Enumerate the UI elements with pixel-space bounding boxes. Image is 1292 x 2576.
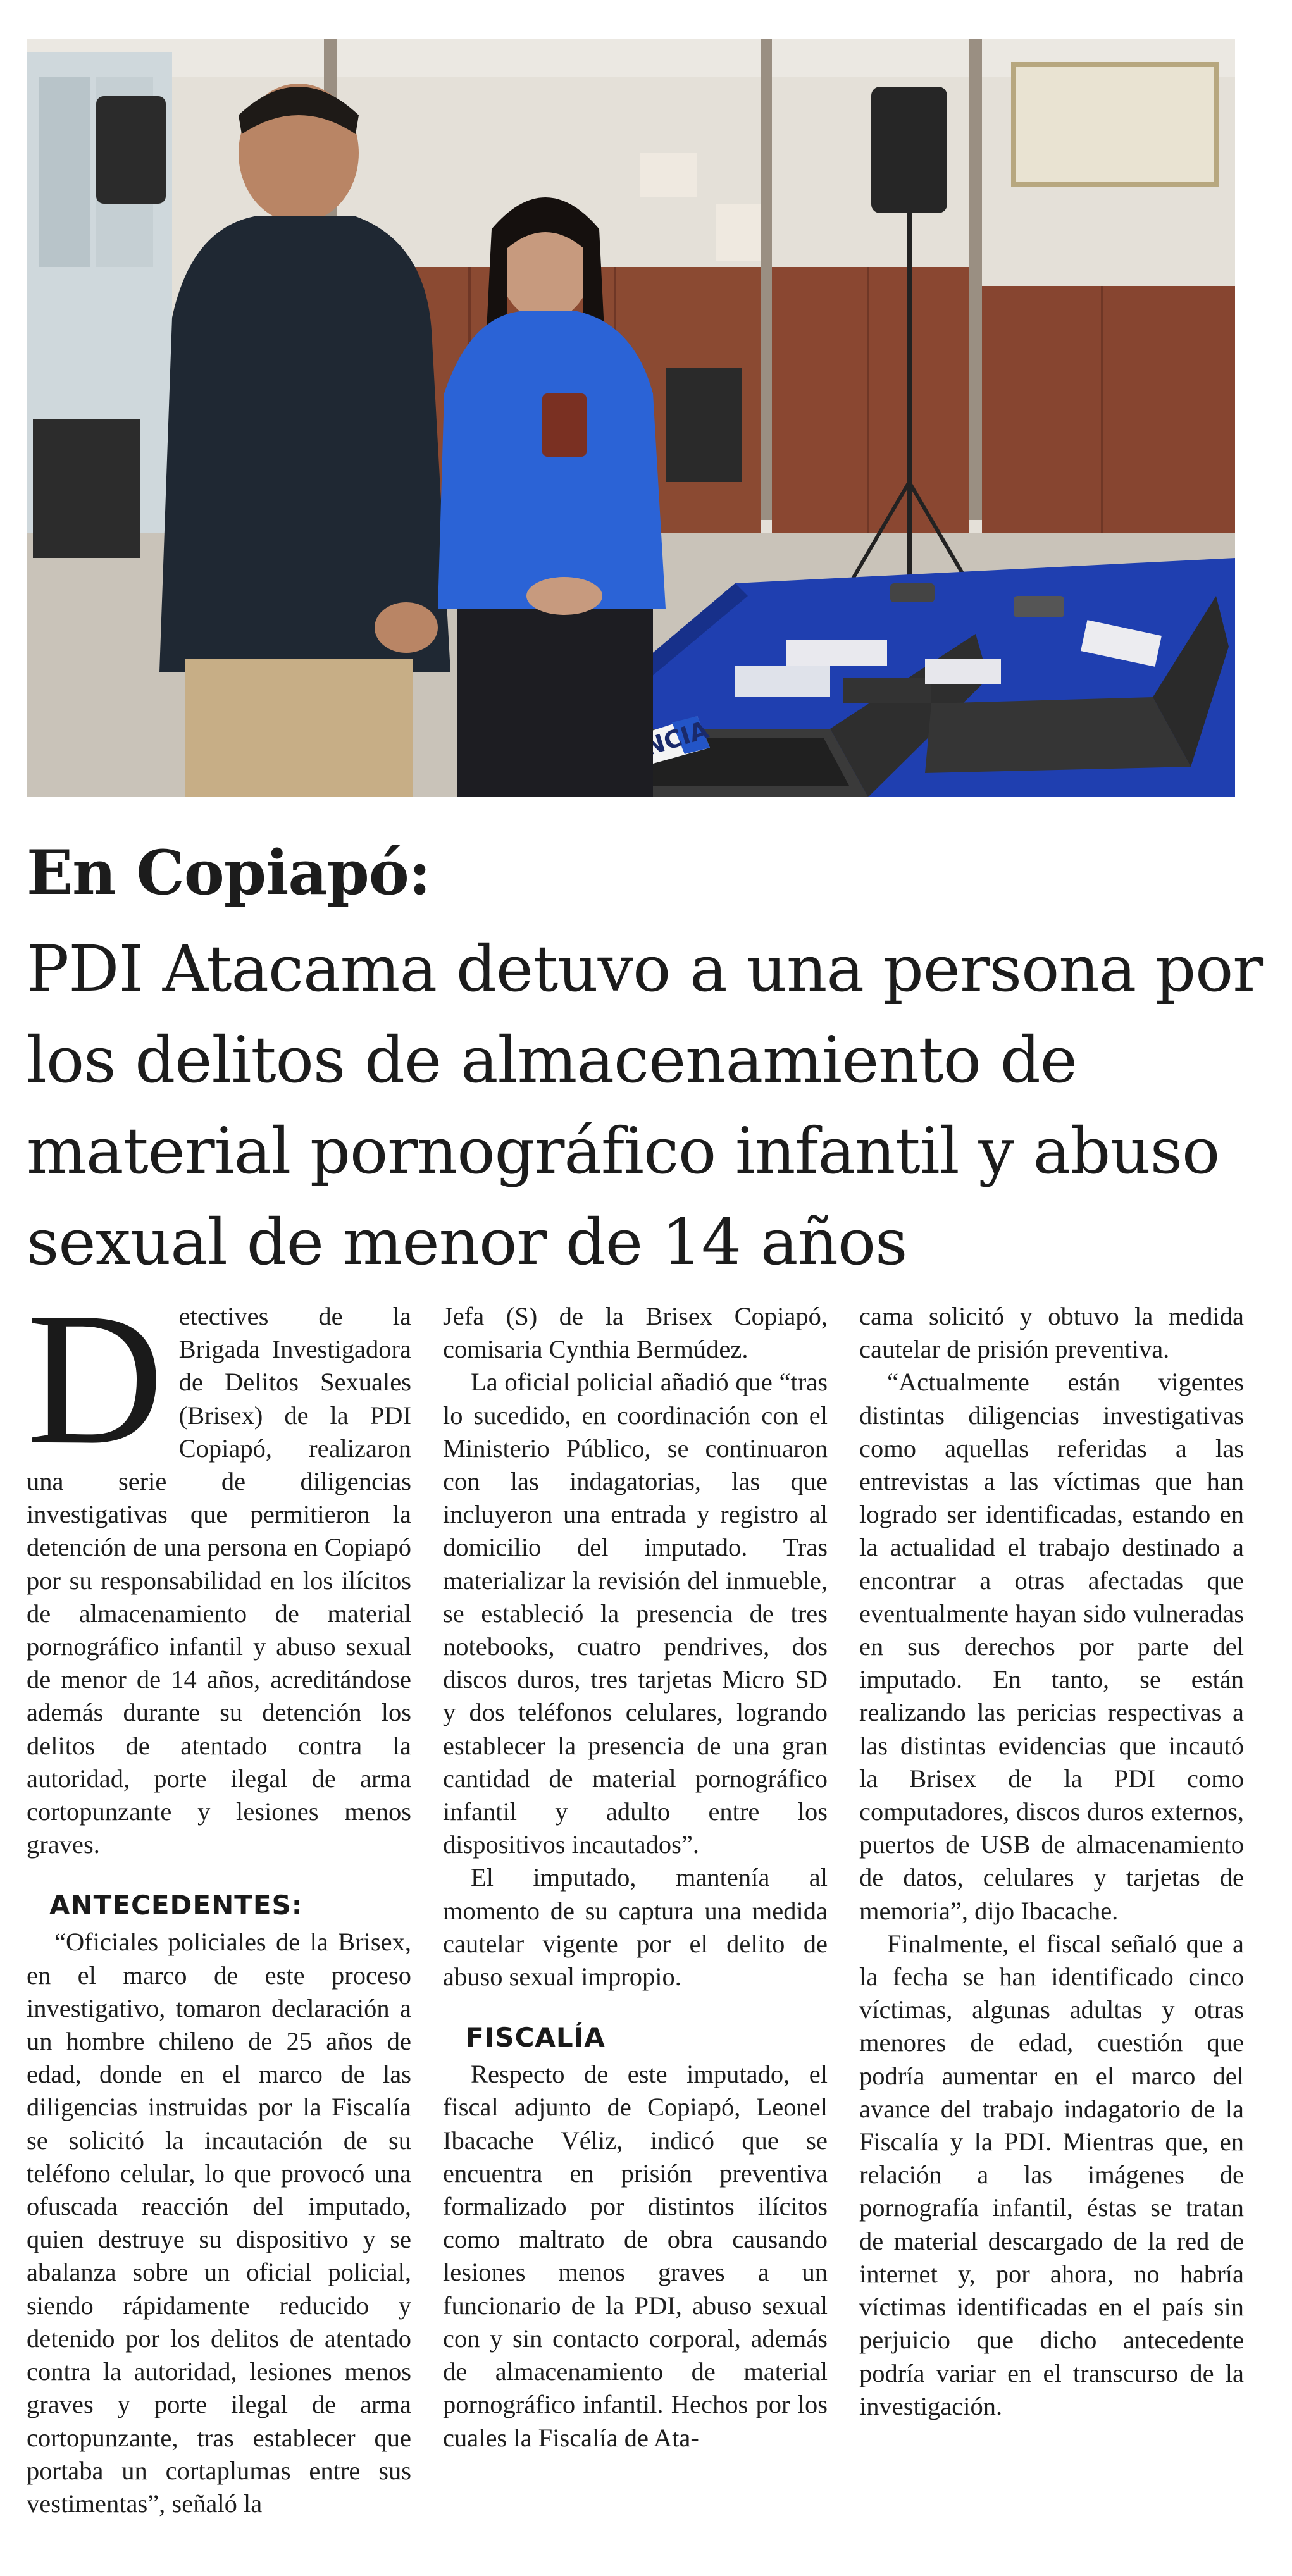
article-photo <box>27 39 1235 797</box>
headline-kicker: En Copiapó: <box>27 837 431 908</box>
paragraph: Jefa (S) de la Brisex Copiapó, comisaria Cynthia Bermúdez. <box>443 1302 828 1364</box>
paragraph: “Oficiales policiales de la Brisex, en el marco de este proceso investigativo, tomaron declaración a un hombre chileno de 25 años de edad, donde en el marco de las diligencias instruidas por la Fiscalía se solicitó la incautación de su teléfono celular, lo que provocó una ofuscada reacción del imputado, quien destruye su dispositivo y se abalanza sobre un oficial policial, siendo rápidamente reducido y detenido por los delitos de atentado contra la autoridad, lesiones menos graves y porte ilegal de arma cortopunzante, tras establecer que portaba un cortaplumas entre sus vestimentas”, señaló la <box>27 1928 411 2518</box>
paragraph: El imputado, mantenía al momento de su captura una medida cautelar vigente por el delito de abuso sexual impropio. <box>443 1863 828 1991</box>
article-column-2 <box>443 1300 828 2455</box>
headline: PDI Atacama detuvo a una persona por los delitos de almacenamiento de material pornográfico infantil y abuso sexual de menor de 14 años <box>27 932 1263 1279</box>
subhead-antecedentes: ANTECEDENTES: <box>49 1890 303 1921</box>
photo-illustration <box>27 39 1235 797</box>
paragraph: Finalmente, el fiscal señaló que a la fecha se han identificado cinco víctimas, algunas adultas y otras menores de edad, cuestión que podría aumentar en el marco del avance del trabajo indagatorio de la Fiscalía y la PDI. Mientras que, en relación a las imágenes de pornografía infantil, éstas se tratan de material descargado de la red de internet y, por ahora, no habría víctimas identificadas en el país sin perjuicio que dicho antecedente podría variar en el transcurso de la investigación. <box>859 1929 1244 2420</box>
paragraph: La oficial policial añadió que “tras lo sucedido, en coordinación con el Ministerio Público, se continuaron con las indagatorias, las que incluyeron una entrada y registro al domicilio del imputado. Tras materializar la revisión del inmueble, se estableció la presencia de tres notebooks, cuatro pendrives, dos discos duros, tres tarjetas Micro SD y dos teléfonos celulares, logrando establecer la presencia de una gran cantidad de material pornográfico infantil y adulto entre los dispositivos incautados”. <box>443 1368 828 1859</box>
lead-paragraph <box>27 1273 411 1861</box>
paragraph: Respecto de este imputado, el fiscal adjunto de Copiapó, Leonel Ibacache Véliz, indicó que se encuentra en prisión preventiva formalizado por distintos ilícitos como maltrato de obra causando lesiones menos graves a un funcionario de la PDI, abuso sexual con y sin contacto corporal, además de almacenamiento de material pornográfico infantil. Hechos por los cuales la Fiscalía de Ata- <box>443 2060 828 2452</box>
article-column-1 <box>27 1273 411 2520</box>
article-column-3 <box>859 1300 1244 2423</box>
subhead-fiscalia: FISCALÍA <box>466 2022 606 2053</box>
lead-paragraph-text: etectives de la Brigada Investigadora de Delitos Sexuales (Brisex) de la PDI Copiapó, realizaron una serie de diligencias investigativas que permitieron la detención de una persona en Copiapó por su responsabilidad en los ilícitos de almacenamiento de material pornográfico infantil y abuso sexual de menor de 14 años, acreditándose además durante su detención los delitos de atentado contra la autoridad, porte ilegal de arma cortopunzante y lesiones menos graves. <box>27 1302 411 1859</box>
paragraph: “Actualmente están vigentes distintas diligencias investigativas como aquellas referidas a las entrevistas a las víctimas que han logrado ser identificadas, estando en la actualidad el trabajo destinado a encontrar a otras afectadas que eventualmente hayan sido vulneradas en sus derechos por parte del imputado. En tanto, se están realizando las pericias respectivas a las distintas evidencias que incautó la Brisex de la PDI como computadores, discos duros externos, puertos de USB de almacenamiento de datos, celulares y tarjetas de memoria”, dijo Ibacache. <box>859 1368 1244 1925</box>
drop-cap: D <box>27 1273 164 1483</box>
paragraph: cama solicitó y obtuvo la medida cautelar de prisión preventiva. <box>859 1302 1244 1364</box>
